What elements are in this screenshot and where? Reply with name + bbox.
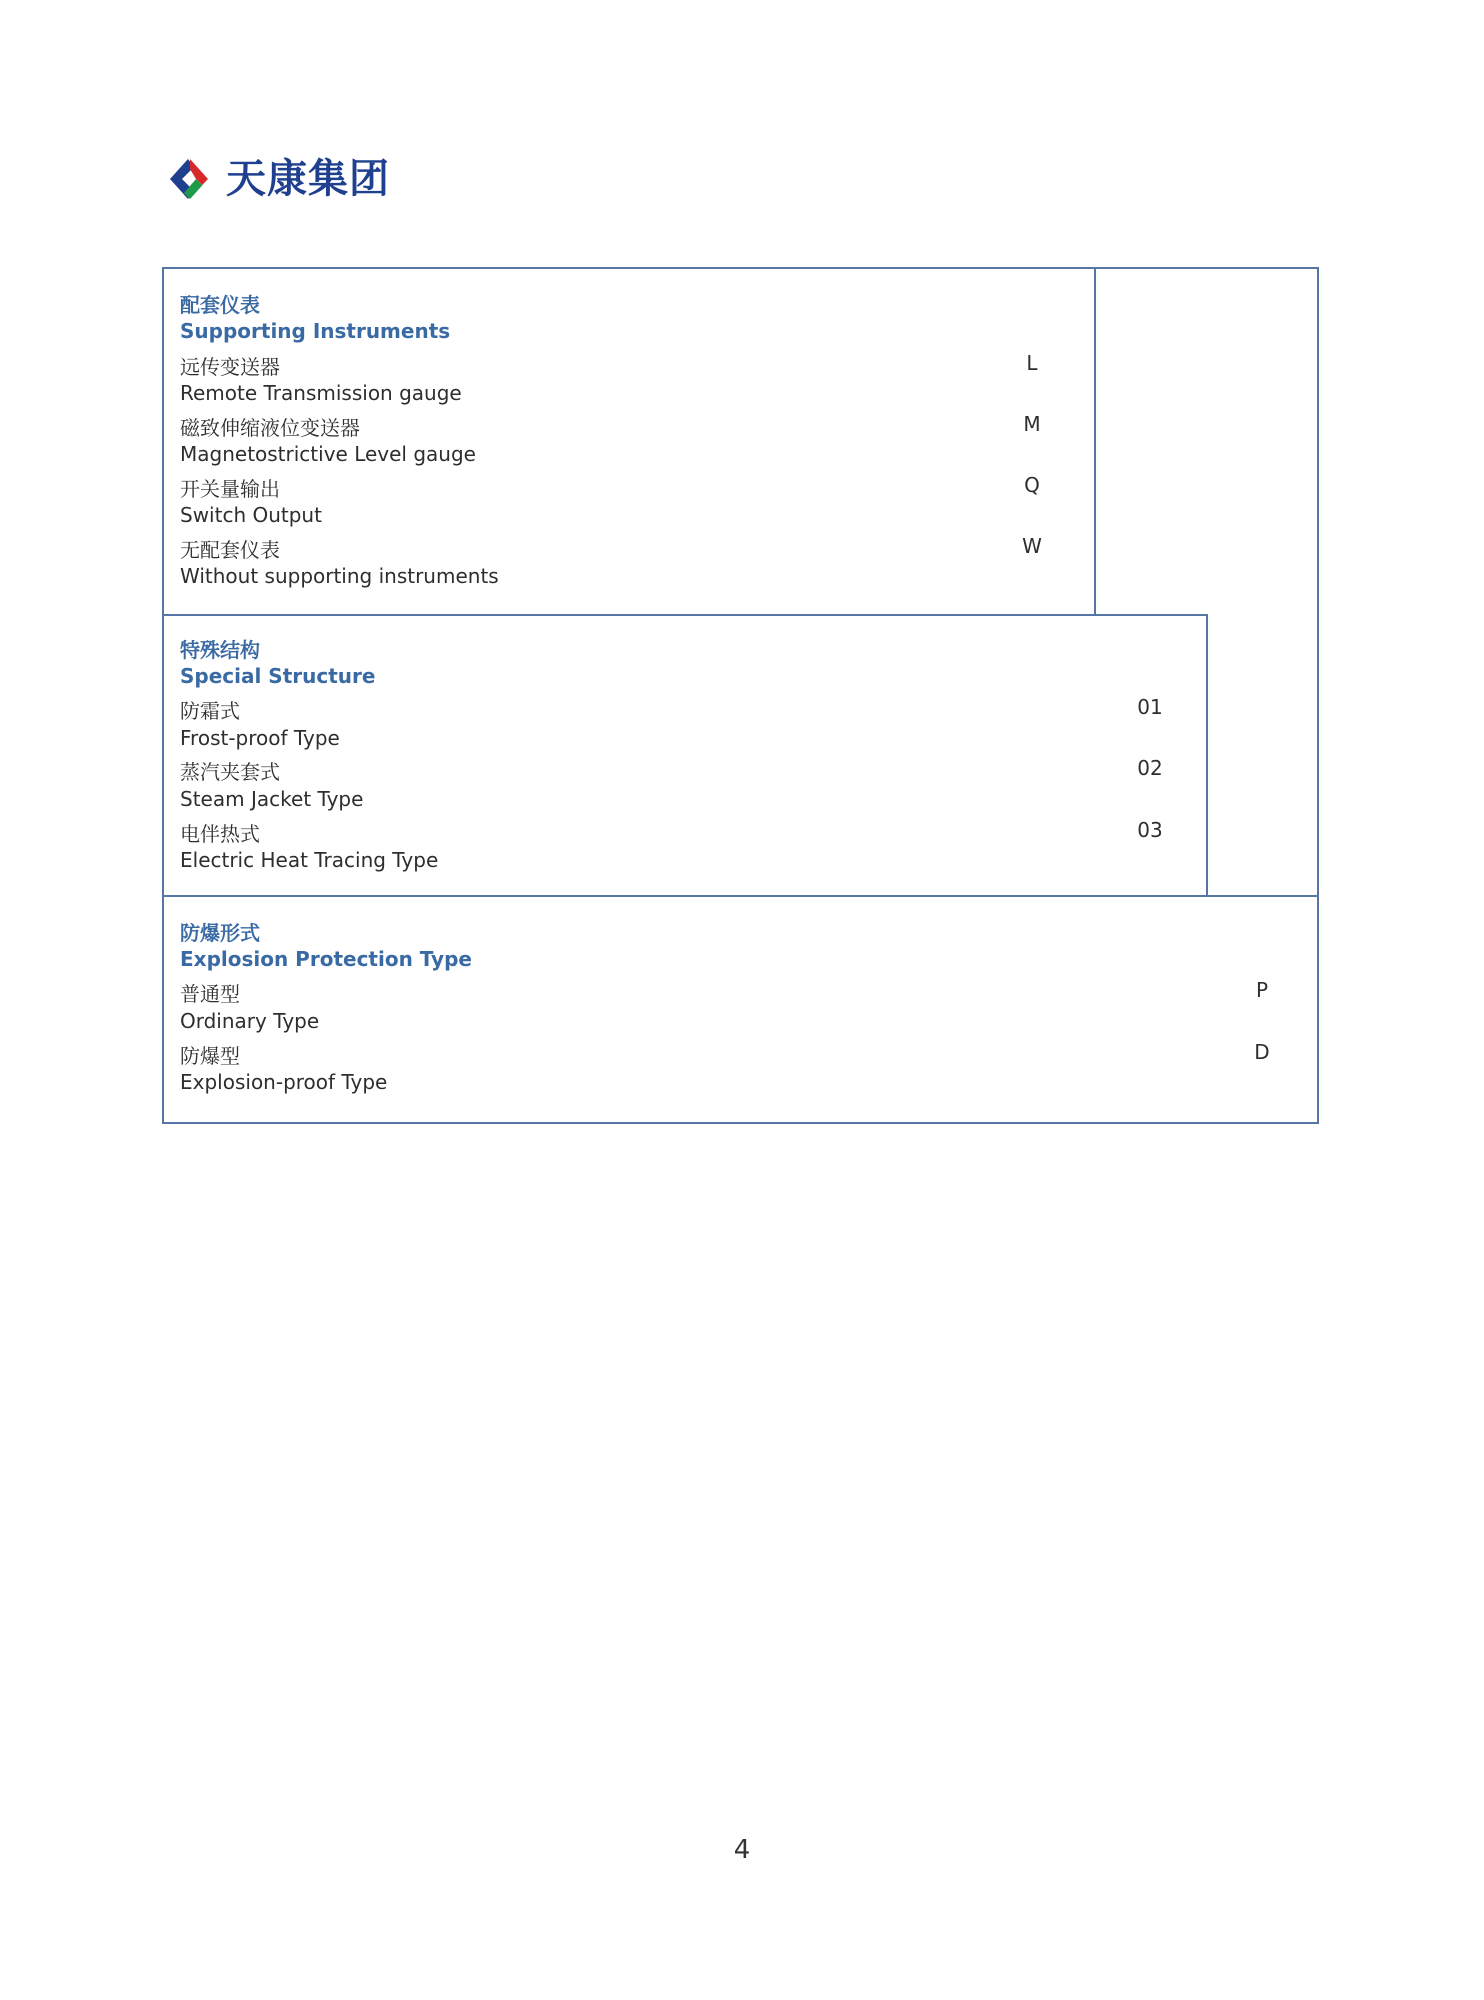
option-code: L (1026, 351, 1038, 375)
section-special-structure (162, 614, 1208, 897)
company-logo-icon (162, 155, 216, 203)
option-cn: 防爆型 (180, 1044, 240, 1068)
company-name: 天康集团 (226, 156, 390, 202)
section-title-cn: 配套仪表 (180, 293, 260, 317)
option-code: D (1254, 1040, 1270, 1064)
page-number: 4 (733, 1835, 751, 1865)
section-title-en: Special Structure (180, 664, 376, 688)
section-title-cn: 防爆形式 (180, 921, 260, 945)
section-title-cn: 特殊结构 (180, 638, 260, 662)
option-cn: 远传变送器 (180, 355, 280, 379)
option-code: 01 (1137, 695, 1163, 719)
option-code: 02 (1137, 756, 1163, 780)
option-en: Remote Transmission gauge (180, 381, 462, 405)
option-code: W (1022, 534, 1042, 558)
option-en: Frost-proof Type (180, 726, 340, 750)
section-supporting-instruments (162, 267, 1096, 616)
option-cn: 防霜式 (180, 699, 240, 723)
option-code: M (1023, 412, 1041, 436)
option-cn: 无配套仪表 (180, 538, 280, 562)
option-en: Magnetostrictive Level gauge (180, 442, 476, 466)
option-cn: 开关量输出 (180, 477, 280, 501)
option-en: Electric Heat Tracing Type (180, 848, 439, 872)
option-en: Ordinary Type (180, 1009, 320, 1033)
option-en: Steam Jacket Type (180, 787, 364, 811)
option-cn: 电伴热式 (180, 822, 260, 846)
option-en: Switch Output (180, 503, 322, 527)
section-explosion-protection (162, 895, 1319, 1124)
option-code: Q (1024, 473, 1040, 497)
company-logo (162, 155, 390, 203)
option-cn: 蒸汽夹套式 (180, 760, 280, 784)
option-cn: 磁致伸缩液位变送器 (180, 416, 360, 440)
option-code: 03 (1137, 818, 1163, 842)
section-title-en: Explosion Protection Type (180, 947, 472, 971)
option-en: Explosion-proof Type (180, 1070, 388, 1094)
option-code: P (1255, 978, 1269, 1002)
option-en: Without supporting instruments (180, 564, 499, 588)
section-title-en: Supporting Instruments (180, 319, 451, 343)
option-cn: 普通型 (180, 982, 240, 1006)
